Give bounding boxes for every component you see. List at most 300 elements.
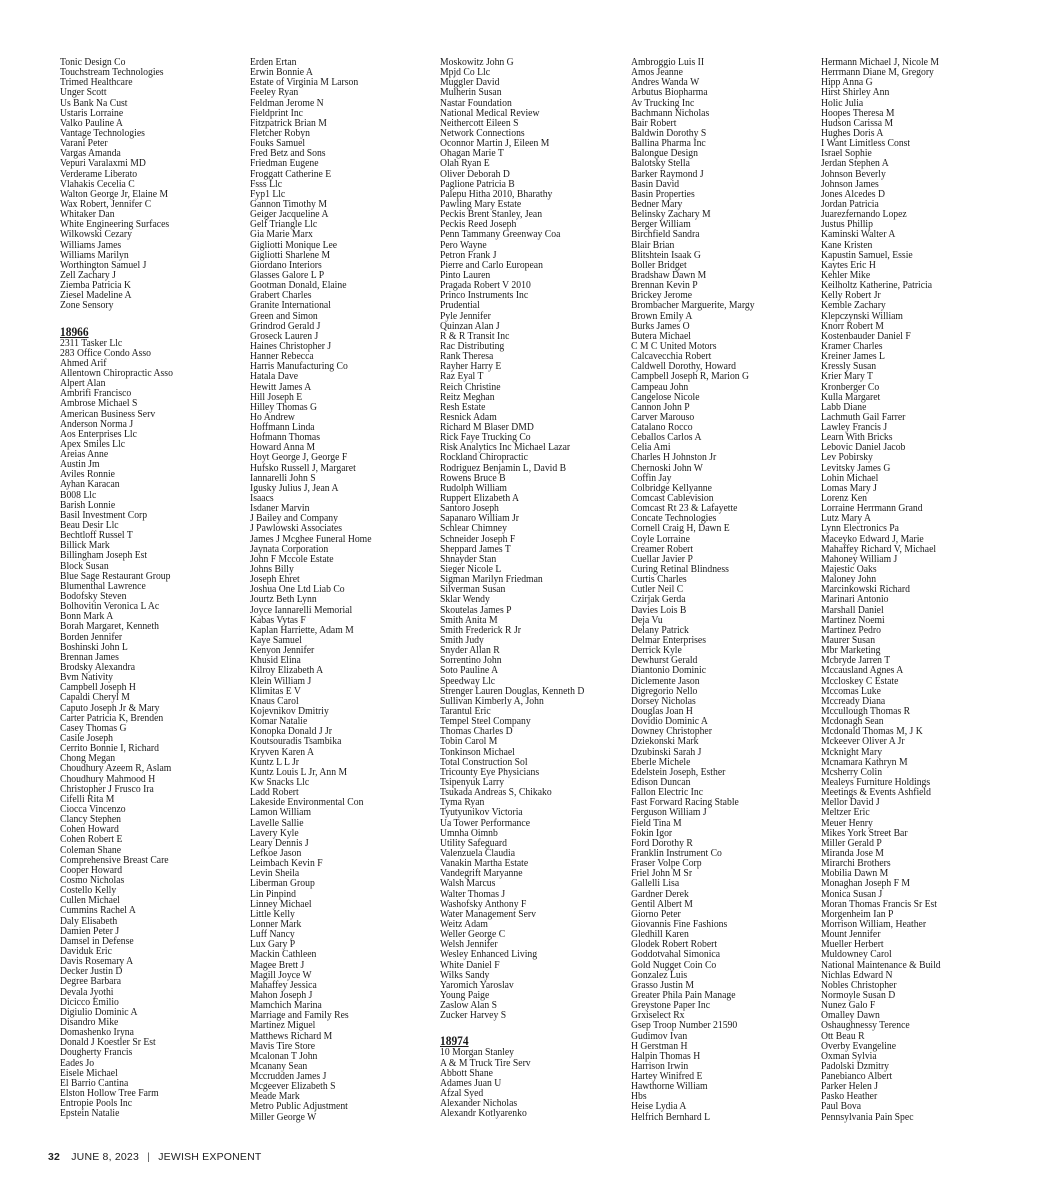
listing-entry: Kuntz Louis L Jr, Ann M	[250, 765, 348, 778]
listing-entry: Brombacher Marguerite, Margy	[631, 299, 755, 312]
listing-entry: Cifelli Rita M	[60, 792, 115, 805]
listing-entry: Hill Joseph E	[250, 390, 303, 403]
listing-entry: Dzubinski Sarah J	[631, 745, 702, 758]
listing-entry: Nunez Galo F	[821, 999, 876, 1012]
listing-entry: Isaacs	[250, 492, 274, 505]
listing-entry: Bvm Nativity	[60, 671, 113, 684]
listing-entry: Ohagan Marie T	[440, 147, 504, 160]
listing-entry: Keilholtz Katherine, Patricia	[821, 279, 933, 292]
listing-entry: National Maintenance & Build	[821, 958, 941, 971]
listing-entry: Reich Christine	[440, 380, 501, 393]
listing-entry: Kaplan Harriette, Adam M	[250, 623, 354, 636]
listing-entry: Meltzer Eric	[821, 806, 870, 819]
listing-entry: Lorenz Ken	[821, 492, 867, 505]
listing-entry: Giovannis Fine Fashions	[631, 917, 728, 930]
listing-entry: Areias Anne	[60, 448, 109, 461]
listing-entry: James J Mcghee Funeral Home	[250, 532, 372, 545]
listing-entry: Harrison Irwin	[631, 1059, 689, 1072]
listing-entry: Joseph Ehret	[250, 573, 300, 586]
listing-entry: Neithercott Eileen S	[440, 116, 519, 129]
listing-entry: Pragada Robert V 2010	[440, 279, 531, 292]
listing-entry: Balongue Design	[631, 147, 698, 160]
listing-entry: Cangelose Nicole	[631, 390, 700, 403]
listing-entry: Gentil Albert M	[631, 897, 693, 910]
listing-entry: Colbridge Kellyanne	[631, 481, 712, 494]
listing-entry: Lebovic Daniel Jacob	[821, 441, 906, 454]
listing-entry: Maloney John	[821, 573, 877, 586]
listing-entry: Comcast Cablevision	[631, 492, 714, 505]
listing-entry: Hawthorne William	[631, 1080, 708, 1093]
listing-entry: Dziekonski Mark	[631, 735, 699, 748]
listing-entry: Derrick Kyle	[631, 644, 682, 657]
listing-entry: Damien Peter J	[60, 924, 120, 937]
listing-entry: Goddotvahal Simonica	[631, 948, 720, 961]
listing-entry: Silverman Susan	[440, 583, 506, 596]
listing-entry: Quinzan Alan J	[440, 319, 500, 332]
listing-entry: Blumenthal Lawrence	[60, 579, 146, 592]
listing-entry: Mcdonald Thomas M, J K	[821, 725, 923, 738]
listing-entry: Giordano Interiors	[250, 258, 322, 271]
listing-entry: Metro Public Adjustment	[250, 1100, 348, 1113]
listing-entry: Oxman Sylvia	[821, 1049, 877, 1062]
listing-entry: Vandegrift Maryanne	[440, 867, 523, 880]
listing-entry: Erden Ertan	[250, 56, 297, 68]
listing-entry: Verderame Liberato	[60, 167, 138, 180]
listing-entry: Mcdonagh Sean	[821, 715, 884, 728]
listing-column-4	[631, 57, 791, 1122]
listing-entry: Ua Tower Performance	[440, 816, 530, 829]
listing-entry: Choudhury Azeem R, Aslam	[60, 762, 172, 775]
listing-entry: Casey Thomas G	[60, 721, 127, 734]
listing-entry: Delmar Enterprises	[631, 634, 706, 647]
listing-entry: Dewhurst Gerald	[631, 654, 698, 667]
listing-entry: Celia Ami	[631, 441, 671, 454]
listing-entry: Utility Safeguard	[440, 836, 507, 849]
page-footer	[48, 1151, 262, 1163]
listing-entry: Koutsouradis Tsambika	[250, 735, 342, 748]
listing-entry: Fred Betz and Sons	[250, 147, 326, 160]
listing-entry: Amos Jeanne	[631, 66, 683, 79]
listing-entry: Rac Distributing	[440, 339, 505, 352]
listing-entry: Edison Duncan	[631, 775, 691, 788]
listing-entry: Glodek Robert Robert	[631, 938, 718, 951]
listing-entry: C M C United Motors	[631, 339, 717, 352]
listing-entry: Mulherin Susan	[440, 86, 502, 99]
listing-entry: Green and Simon	[250, 309, 318, 322]
listing-entry: Jordan Patricia	[821, 197, 879, 210]
listing-entry: Soto Pauline A	[440, 664, 499, 677]
listing-entry: Mcsherry Colin	[821, 765, 883, 778]
listing-entry: Alexander Nicholas	[440, 1097, 518, 1110]
listing-entry: Choudhury Mahmood H	[60, 772, 156, 785]
listing-entry: Maceyko Edward J, Marie	[821, 532, 924, 545]
listing-entry: Gelf Triangle Llc	[250, 218, 318, 231]
listing-entry: Butera Michael	[631, 329, 691, 342]
listing-entry: Billick Mark	[60, 539, 110, 552]
listing-entry: Fallon Electric Inc	[631, 786, 704, 799]
listing-entry: Herrmann Diane M, Gregory	[821, 66, 934, 79]
listing-entry: Miranda Jose M	[821, 846, 884, 859]
listing-entry: Morrison William, Heather	[821, 917, 927, 930]
listing-entry: Borden Jennifer	[60, 630, 123, 643]
listing-entry: Barish Lonnie	[60, 498, 116, 511]
listing-entry: Schneider Joseph F	[440, 532, 516, 545]
listing-entry: Curing Retinal Blindness	[631, 563, 729, 576]
listing-entry: J Bailey and Company	[250, 512, 338, 525]
listing-entry: Borah Margaret, Kenneth	[60, 620, 160, 633]
listing-entry: Gigliotti Sharlene M	[250, 248, 331, 261]
listing-entry: Ladd Robert	[250, 786, 299, 799]
listing-entry: Coffin Jay	[631, 471, 672, 484]
listing-entry: Johnson Beverly	[821, 167, 886, 180]
listing-entry: Friel John M Sr	[631, 867, 693, 880]
listing-entry: Mccready Diana	[821, 694, 886, 707]
listing-entry: Mcbryde Jarren T	[821, 654, 891, 667]
listing-entry: Brickey Jerome	[631, 289, 693, 302]
listing-entry: Levitsky James G	[821, 461, 891, 474]
listing-entry: Deja Vu	[631, 613, 663, 626]
listing-entry: Kilroy Elizabeth A	[250, 664, 324, 677]
listing-entry: Cohen Robert E	[60, 833, 123, 846]
listing-entry: Sieger Nicole L	[440, 563, 502, 576]
listing-entry: Ahmed Arif	[60, 356, 107, 369]
listing-entry: Afzal Syed	[440, 1086, 484, 1099]
listing-entry: Kryven Karen A	[250, 745, 314, 758]
listing-entry: Basil Investment Corp	[60, 508, 148, 521]
listing-entry: Brennan James	[60, 650, 119, 663]
listing-entry: H Gerstman H	[631, 1039, 688, 1052]
listing-entry: Howard Anna M	[250, 441, 316, 454]
listing-entry: Rudolph William	[440, 481, 507, 494]
listing-entry: Feeley Ryan	[250, 86, 299, 99]
listing-entry: Maurer Susan	[821, 634, 876, 647]
listing-entry: Bedner Mary	[631, 197, 683, 210]
listing-entry: Davies Lois B	[631, 603, 687, 616]
listing-entry: Fletcher Robyn	[250, 126, 310, 139]
listing-entry: Parker Helen J	[821, 1080, 878, 1093]
listing-entry: Block Susan	[60, 559, 109, 572]
listing-entry: Ho Andrew	[250, 410, 295, 423]
listing-entry: Hoopes Theresa M	[821, 106, 895, 119]
listing-entry: Kronberger Co	[821, 380, 880, 393]
listing-entry: Gia Marie Marx	[250, 228, 313, 241]
listing-column-1	[60, 57, 220, 1118]
listing-entry: Young Paige	[440, 988, 490, 1001]
listing-column-2	[250, 57, 410, 1122]
listing-entry: Balotsky Stella	[631, 157, 690, 170]
listing-entry: Nobles Christopher	[821, 978, 897, 991]
listing-entry: Israel Sophie	[821, 147, 872, 160]
listing-entry: Joyce Iannarelli Memorial	[250, 603, 353, 616]
listing-entry: Bair Robert	[631, 116, 677, 129]
listing-entry: Cuellar Javier P	[631, 552, 693, 565]
listing-entry: Zaslow Alan S	[440, 999, 498, 1012]
listing-entry: Devala Jyothi	[60, 985, 114, 998]
listing-entry: Juarezfernando Lopez	[821, 208, 907, 221]
listing-entry: Tarantul Eric	[440, 705, 491, 717]
listing-entry: Diantonio Dominic	[631, 664, 707, 677]
listing-entry: Monica Susan J	[821, 887, 883, 900]
listing-entry: Richard M Blaser DMD	[440, 421, 534, 434]
listing-entry: Peckis Brent Stanley, Jean	[440, 208, 543, 221]
listing-entry: Lefkoe Jason	[250, 846, 302, 859]
listing-entry: Digiulio Dominic A	[60, 1005, 138, 1018]
listing-entry: Anderson Norma J	[60, 417, 134, 430]
listing-entry: Fast Forward Racing Stable	[631, 796, 739, 809]
listing-entry: Nastar Foundation	[440, 96, 512, 109]
listing-entry: Av Trucking Inc	[631, 96, 695, 109]
listing-entry: Aos Enterprises Llc	[60, 427, 137, 440]
listing-entry: Baldwin Dorothy S	[631, 126, 707, 139]
listing-entry: A & M Truck Tire Serv	[440, 1056, 531, 1069]
listing-entry: Dougherty Francis	[60, 1046, 133, 1059]
listing-entry: Gigliotti Monique Lee	[250, 238, 338, 251]
listing-entry: Mcknight Mary	[821, 745, 883, 758]
listing-entry: Caputo Joseph Jr & Mary	[60, 701, 160, 714]
listing-entry: Mount Jennifer	[821, 928, 881, 941]
listing-entry: Luff Nancy	[250, 928, 295, 941]
listing-entry: Jones Alcedes D	[821, 187, 885, 200]
listing-entry: Leary Dennis J	[250, 836, 309, 849]
listing-entry: Field Tina M	[631, 816, 682, 829]
listing-entry: Mahaffey Richard V, Michael	[821, 542, 937, 555]
listing-entry: Williams James	[60, 238, 122, 251]
listing-entry: Ustaris Lorraine	[60, 106, 124, 119]
listing-entry: Helfrich Bernhard L	[631, 1110, 711, 1123]
listing-entry: Sklar Wendy	[440, 593, 490, 606]
listing-entry: Mccloskey C Estate	[821, 674, 899, 687]
listing-entry: Greater Phila Pain Manage	[631, 988, 736, 1001]
listing-entry: Mahoney William J	[821, 552, 898, 565]
listing-entry: Cooper Howard	[60, 863, 123, 876]
listing-entry: Mcgeever Elizabeth S	[250, 1080, 336, 1093]
listing-entry: Moskowitz John G	[440, 56, 514, 68]
listing-entry: Mealeys Furniture Holdings	[821, 775, 931, 788]
listing-entry: Eades Jo	[60, 1056, 95, 1069]
listing-entry: Rowens Bruce B	[440, 471, 506, 484]
listing-entry: Calcavecchia Robert	[631, 350, 712, 363]
listing-entry: Tyma Ryan	[440, 796, 485, 809]
listing-entry: Ballina Pharma Inc	[631, 137, 706, 150]
listing-entry: Resh Estate	[440, 400, 486, 413]
listing-entry: Us Bank Na Cust	[60, 96, 128, 109]
listing-entry: Paul Bova	[821, 1100, 862, 1113]
listing-entry: Mckeever Oliver A Jr	[821, 735, 905, 748]
listing-entry: Catalano Rocco	[631, 421, 693, 434]
listing-entry: Linney Michael	[250, 897, 312, 910]
listing-entry: Tyutyunikov Victoria	[440, 806, 523, 819]
issue-date: JUNE 8, 2023	[71, 1151, 139, 1163]
listing-entry: Shnayder Stan	[440, 552, 497, 565]
listing-entry: Konopka Donald J Jr	[250, 725, 333, 738]
listing-entry: Sullivan Kimberly A, John	[440, 694, 544, 707]
listing-entry: Gonzalez Luis	[631, 968, 688, 981]
listing-entry: Jaynata Corporation	[250, 542, 329, 555]
listing-entry: Campbell Joseph H	[60, 681, 136, 694]
listing-entry: Caldwell Dorothy, Howard	[631, 360, 737, 373]
listing-entry: Sapanaro William Jr	[440, 512, 520, 525]
listing-entry: Klimitas E V	[250, 684, 301, 697]
listing-entry: Cannon John P	[631, 400, 690, 413]
listing-entry: Kw Snacks Llc	[250, 775, 310, 788]
listing-entry: Alpert Alan	[60, 377, 106, 390]
listing-entry: Beau Desir Llc	[60, 519, 119, 532]
listing-entry: Morgenheim Ian P	[821, 907, 894, 920]
listing-entry: Mahon Joseph J	[250, 988, 313, 1001]
listing-entry: Epstein Natalie	[60, 1107, 120, 1120]
listing-entry: Marinari Antonio	[821, 593, 889, 606]
listing-entry: Edelstein Joseph, Esther	[631, 765, 726, 778]
listing-entry: Ziemba Patricia K	[60, 279, 131, 292]
listing-entry: Ayhan Karacan	[60, 478, 120, 491]
listing-entry: Lohin Michael	[821, 471, 879, 484]
listing-entry: Hewitt James A	[250, 380, 312, 393]
listing-entry: Muldowney Carol	[821, 948, 892, 961]
listing-entry: Kabas Vytas F	[250, 613, 306, 626]
listing-entry: Holic Julia	[821, 96, 864, 109]
listing-entry: Basin Properties	[631, 187, 695, 200]
listing-entry: Diclemente Jason	[631, 674, 700, 687]
page-number: 32	[48, 1151, 61, 1163]
listing-entry: Sigman Marilyn Friedman	[440, 573, 543, 586]
listing-entry: Adames Juan U	[440, 1076, 502, 1089]
listing-entry: Walter Thomas J	[440, 887, 506, 900]
listing-entry: Gledhill Karen	[631, 928, 689, 941]
listing-entry: Bolhovitin Veronica L Ac	[60, 600, 160, 613]
listing-entry: Mcnamara Kathryn M	[821, 755, 908, 768]
listing-entry: Brodsky Alexandra	[60, 661, 136, 674]
listing-entry: Tricounty Eye Physicians	[440, 765, 540, 778]
listing-entry: Liberman Group	[250, 877, 315, 890]
listing-entry: Reitz Meghan	[440, 390, 495, 403]
listing-entry: I Want Limitless Const	[821, 137, 911, 150]
listing-entry: White Daniel F	[440, 958, 500, 971]
listing-entry: Carver Marouso	[631, 410, 695, 423]
listing-entry: Ruppert Elizabeth A	[440, 492, 520, 505]
listing-entry: Little Kelly	[250, 907, 295, 920]
listing-entry: Worthington Samuel J	[60, 258, 147, 271]
listing-entry: Smith Judy	[440, 634, 484, 647]
publication-name: JEWISH EXPONENT	[158, 1151, 262, 1163]
listing-entry: Hipp Anna G	[821, 76, 873, 89]
listing-entry: Fieldprint Inc	[250, 106, 303, 119]
listing-entry: Rodriguez Benjamin L, David B	[440, 461, 567, 474]
listing-entry: Pasko Heather	[821, 1090, 878, 1103]
listing-entry: Granite International	[250, 299, 331, 312]
listing-entry: Normoyle Susan D	[821, 988, 896, 1001]
listing-entry: Lin Pinpind	[250, 887, 296, 900]
listing-entry: National Medical Review	[440, 106, 540, 119]
listing-entry: Lev Pobirsky	[821, 451, 873, 464]
listing-entry: Mccrudden James J	[250, 1070, 327, 1083]
listing-entry: Mcanany Sean	[250, 1059, 308, 1072]
listing-entry: Johnson James	[821, 177, 879, 190]
listing-entry: Hofmann Thomas	[250, 431, 321, 444]
listing-entry: Rank Theresa	[440, 350, 494, 363]
listing-entry: Andres Wanda W	[631, 76, 700, 89]
listing-entry: Mccomas Luke	[821, 684, 881, 697]
listing-entry: Ziesel Madeline A	[60, 289, 132, 302]
listing-entry: Hufsko Russell J, Margaret	[250, 461, 356, 474]
listing-entry: Lonner Mark	[250, 917, 302, 930]
listing-entry: Mpjd Co Llc	[440, 66, 491, 79]
listing-entry: Lawley Francis J	[821, 421, 888, 434]
listing-entry: Cornell Craig H, Dawn E	[631, 522, 730, 535]
listing-entry: Hilley Thomas G	[250, 400, 318, 413]
listing-entry: Khusid Elina	[250, 654, 301, 667]
listing-entry: Capaldi Cheryl M	[60, 691, 130, 704]
listing-entry: Kehler Mike	[821, 268, 871, 281]
listing-entry: Gardner Derek	[631, 887, 689, 900]
listing-entry: Tobin Carol M	[440, 735, 498, 748]
listing-entry: Fsss Llc	[250, 177, 283, 190]
listing-entry: Miller Gerald P	[821, 836, 882, 849]
listing-entry: Pinto Lauren	[440, 268, 491, 281]
listing-entry: 283 Office Condo Asso	[60, 346, 151, 359]
listing-entry: Petron Frank J	[440, 248, 497, 261]
listing-entry: Kapustin Samuel, Essie	[821, 248, 913, 261]
listing-entry: Vepuri Varalaxmi MD	[60, 157, 146, 170]
listing-entry: Charles H Johnston Jr	[631, 451, 717, 464]
footer-separator: |	[147, 1151, 151, 1163]
listing-entry: Ambrose Michael S	[60, 397, 138, 410]
listing-entry: Varani Peter	[60, 137, 108, 150]
listing-entry: Knaus Carol	[250, 694, 299, 707]
listing-entry: Meade Mark	[250, 1090, 300, 1103]
listing-entry: Kelly Robert Jr	[821, 289, 881, 302]
listing-entry: Abbott Shane	[440, 1066, 493, 1079]
listing-entry: Tsipenyuk Larry	[440, 775, 505, 788]
listing-entry: Feldman Jerome N	[250, 96, 324, 109]
listing-entry: Labb Diane	[821, 400, 867, 413]
listing-entry: Iannarelli John S	[250, 471, 316, 484]
listing-entry: Gootman Donald, Elaine	[250, 279, 347, 292]
listing-entry: Klepczynski William	[821, 309, 903, 322]
listing-entry: Casile Joseph	[60, 732, 113, 744]
listing-entry: Martinez Pedro	[821, 623, 881, 636]
listing-entry: Kressly Susan	[821, 360, 877, 373]
listing-entry: Smith Frederick R Jr	[440, 623, 521, 636]
listing-entry: Tsukada Andreas S, Chikako	[440, 786, 552, 799]
listing-entry: Aviles Ronnie	[60, 468, 115, 481]
listing-entry: J Pawlowski Associates	[250, 522, 342, 535]
listing-entry: Bechtloff Russel T	[60, 529, 133, 542]
listing-entry: Moran Thomas Francis Sr Est	[821, 897, 937, 910]
listing-entry: Decker Justin D	[60, 965, 123, 978]
listing-entry: Umnha Oimnb	[440, 826, 498, 839]
listing-entry: Vanakin Martha Estate	[440, 857, 529, 870]
listing-entry: Johns Billy	[250, 563, 294, 576]
listing-entry: Lorraine Herrmann Grand	[821, 502, 923, 515]
listing-entry: Weitz Adam	[440, 917, 488, 930]
listing-entry: R & R Transit Inc	[440, 329, 510, 342]
listing-entry: Boshinski John L	[60, 640, 128, 653]
listing-entry: Mavis Tire Store	[250, 1039, 316, 1052]
listing-entry: Krier Mary T	[821, 370, 873, 383]
listing-entry: Boller Bridget	[631, 258, 687, 271]
listing-entry: Mbr Marketing	[821, 644, 881, 657]
listing-entry: John F Mccole Estate	[250, 552, 334, 565]
listing-entry: Fokin Igor	[631, 826, 673, 839]
listing-entry: Mueller Herbert	[821, 938, 884, 951]
listing-entry: Hartey Winifred E	[631, 1070, 703, 1083]
listing-entry: Santoro Joseph	[440, 502, 499, 515]
listing-entry: Eberle Michele	[631, 755, 691, 768]
listing-entry: Costello Kelly	[60, 884, 117, 897]
listing-entry: Tempel Steel Company	[440, 715, 531, 728]
listing-entry: Groseck Lauren J	[250, 329, 319, 342]
listing-entry: Vlahakis Cecelia C	[60, 177, 135, 190]
